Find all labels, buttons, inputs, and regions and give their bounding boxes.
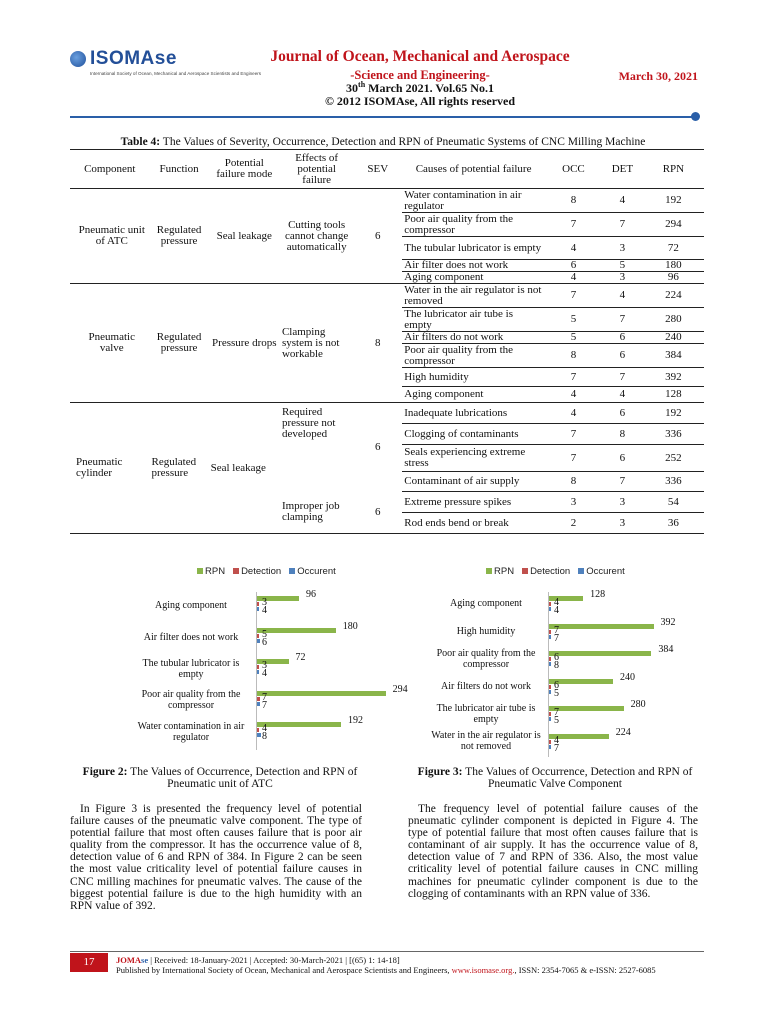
left-paragraph: In Figure 3 is presented the frequency level of potential failure causes of the pneumatic valve component. The type of potential failure that most often causes failure that is poor air quality from the compressor. It has the occurrence value of 8, detection value of 6 and RPN of 384. In Figure 2 can be seen the most value criticality level of potential failure causes in CNC milling machines for pneumatic valves. The cause of the biggest potential failure is due to the high humidity with an RPN value of 392. [70, 803, 362, 912]
journal-subtitle: -Science and Engineering- [350, 68, 490, 82]
cause-cell: Air filters do not work [402, 332, 545, 344]
occurent-value-label: 4 [554, 605, 559, 616]
det-cell: 4 [602, 189, 643, 213]
occ-cell: 5 [545, 308, 602, 332]
table-row [70, 189, 704, 213]
rpn-cell: 280 [643, 308, 704, 332]
det-cell: 3 [602, 492, 643, 513]
occ-cell: 4 [545, 403, 602, 424]
effect-cell: Required pressure not developed [281, 406, 336, 440]
rpn-bar [257, 722, 341, 727]
journal-title: Journal of Ocean, Mechanical and Aerospace [270, 48, 570, 65]
det-cell: 7 [602, 472, 643, 492]
cause-cell: Aging component [402, 387, 545, 403]
detection-bar [257, 697, 260, 701]
occurent-value-label: 7 [262, 699, 267, 711]
detection-bar [549, 712, 551, 716]
table-header-cell: Causes of potential failure [402, 150, 545, 189]
detection-bar [549, 657, 551, 661]
cause-cell: Seals experiencing extreme stress [402, 445, 545, 472]
legend-swatch [522, 568, 528, 574]
category-label: High humidity [456, 625, 516, 637]
cause-cell: Rod ends bend or break [402, 513, 545, 534]
detection-bar [549, 602, 551, 606]
occ-cell: 7 [545, 424, 602, 445]
table-row [70, 284, 704, 308]
effect-cell: Improper job clamping [280, 492, 353, 534]
cause-cell: Clogging of contaminants [402, 424, 545, 445]
legend-swatch [289, 568, 295, 574]
detection-value-label: 7 [554, 624, 559, 636]
footer-received-text: | Received: 18-January-2021 | Accepted: 30-March-2021 | [(65) 1: 14-18] [148, 955, 400, 965]
table-caption [70, 136, 696, 148]
detection-value-label: 6 [554, 652, 559, 663]
legend-label: Occurent [297, 566, 336, 577]
rpn-value-label: 180 [342, 620, 358, 632]
occ-cell: 5 [545, 332, 602, 344]
rpn-value-label: 384 [658, 644, 674, 655]
issue-rest: March 2021. Vol.65 No.1 [365, 81, 494, 95]
table-row [70, 403, 704, 424]
failure-mode-cell: Seal leakage [209, 403, 280, 534]
occurent-value-label: 4 [262, 668, 267, 679]
legend-label: RPN [494, 566, 515, 577]
legend-item [289, 566, 336, 577]
legend-item [522, 566, 570, 577]
detection-value-label: 4 [554, 734, 559, 746]
legend-item [578, 566, 625, 577]
category-label: The tubular lubricator is empty [142, 657, 240, 680]
occurent-bar [257, 702, 260, 706]
detection-value-label: 4 [262, 723, 267, 734]
rpn-cell: 336 [643, 424, 704, 445]
page-number: 17 [70, 953, 108, 972]
table-header-row [70, 150, 704, 189]
detection-bar [549, 630, 551, 634]
rpn-cell: 240 [643, 332, 704, 344]
occurent-value-label: 8 [262, 731, 267, 742]
cause-cell: Extreme pressure spikes [402, 492, 545, 513]
occurent-bar [549, 607, 551, 611]
occurent-value-label: 6 [262, 636, 267, 648]
detection-bar [549, 740, 551, 744]
cause-cell: Aging component [402, 272, 545, 284]
rpn-value-label: 192 [348, 715, 363, 726]
detection-bar [257, 665, 259, 669]
rpn-value-label: 280 [630, 699, 646, 710]
effect-cell: Cutting tools cannot change automatically [280, 189, 353, 284]
figure-3-label: Figure 3: [417, 766, 463, 778]
footer-journal-a: JOMA [116, 955, 142, 965]
figure-2-label: Figure 2: [82, 766, 128, 778]
occ-cell: 7 [545, 213, 602, 237]
category-label: The lubricator air tube is empty [436, 702, 536, 725]
rpn-bar [549, 706, 624, 711]
rpn-cell: 128 [643, 387, 704, 403]
det-cell: 8 [602, 424, 643, 445]
occurent-bar [549, 690, 551, 694]
component-cell: Pneumatic cylinder [70, 403, 150, 534]
det-cell: 7 [602, 213, 643, 237]
legend-item [233, 566, 281, 577]
det-cell: 4 [602, 387, 643, 403]
occurent-value-label: 7 [554, 742, 559, 754]
logo-subtitle: International Society of Ocean, Mechanical and Aerospace Scientists and Engineers [90, 71, 262, 76]
occ-cell: 8 [545, 189, 602, 213]
cause-cell: Poor air quality from the compressor [402, 213, 545, 237]
occurent-bar [257, 670, 259, 674]
det-cell: 6 [602, 445, 643, 472]
failure-mode-cell: Pressure drops [209, 284, 280, 403]
det-cell: 6 [602, 344, 643, 368]
footer-url-link[interactable]: www.isomase.org. [451, 965, 515, 975]
category-label: Water contamination in air regulator [137, 720, 245, 743]
category-label: Air filter does not work [143, 631, 239, 643]
footer-journal-b: se [141, 955, 149, 965]
detection-value-label: 6 [554, 679, 559, 691]
table-header-cell: OCC [545, 150, 602, 189]
sev-cell: 8 [353, 284, 402, 403]
header-date: March 30, 2021 [618, 69, 698, 83]
figure-3-text: The Values of Occurrence, Detection and RPN of Pneumatic Valve Component [462, 766, 693, 790]
rpn-bar [257, 691, 386, 696]
occurent-value-label: 5 [554, 715, 559, 726]
detection-bar [257, 728, 259, 732]
issue-sup: th [358, 80, 366, 89]
category-label: Aging component [155, 600, 227, 612]
legend-swatch [197, 568, 203, 574]
rpn-cell: 192 [643, 189, 704, 213]
legend-label: Occurent [586, 566, 625, 577]
cause-cell: The tubular lubricator is empty [402, 237, 545, 260]
sev-cell: 6 [353, 492, 402, 534]
rpn-value-label: 294 [392, 683, 408, 695]
rpn-bar [257, 628, 336, 633]
footer-published-text: Published by International Society of Ocean, Mechanical and Aerospace Scientists and Engineers, [116, 965, 452, 975]
cause-cell: Water in the air regulator is not removed [402, 284, 545, 308]
function-cell: Regulated pressure [150, 284, 209, 403]
rpn-value-label: 96 [306, 589, 316, 600]
cause-cell: Poor air quality from the compressor [402, 344, 545, 368]
rpn-cell: 36 [643, 513, 704, 534]
copyright: © 2012 ISOMAse, All rights reserved [324, 94, 516, 108]
cause-cell: The lubricator air tube is empty [402, 308, 545, 332]
occ-cell: 2 [545, 513, 602, 534]
table-body [70, 189, 704, 534]
sev-cell: 6 [353, 189, 402, 284]
cause-cell: Inadequate lubrications [402, 403, 545, 424]
rpn-bar [549, 624, 654, 629]
table-header-cell: SEV [353, 150, 402, 189]
rpn-cell: 392 [643, 368, 704, 387]
rpn-value-label: 72 [295, 652, 306, 663]
globe-icon [70, 51, 86, 67]
rpn-cell: 192 [643, 403, 704, 424]
header-divider-dot [691, 112, 700, 121]
category-label: Poor air quality from the compressor [436, 647, 536, 670]
table-header-cell: Effects of potential failure [280, 150, 353, 189]
occ-cell: 7 [545, 284, 602, 308]
legend-item [197, 566, 225, 577]
chart-legend [486, 566, 633, 577]
occurent-bar [257, 639, 260, 643]
rpn-bar [549, 651, 651, 656]
function-cell: Regulated pressure [150, 189, 209, 284]
rpn-cell: 96 [643, 272, 704, 284]
occurent-bar [549, 745, 551, 749]
occ-cell: 7 [545, 368, 602, 387]
legend-swatch [578, 568, 584, 574]
detection-value-label: 3 [262, 660, 267, 671]
chart-axis [548, 592, 549, 757]
detection-bar [257, 634, 259, 638]
det-cell: 6 [602, 332, 643, 344]
occ-cell: 8 [545, 344, 602, 368]
sev-cell: 6 [375, 440, 381, 453]
rpn-value-label: 128 [590, 589, 606, 600]
failure-mode-cell: Seal leakage [209, 189, 280, 284]
legend-item [486, 566, 514, 577]
legend-swatch [233, 568, 239, 574]
det-cell: 4 [602, 284, 643, 308]
cause-cell: Air filter does not work [402, 260, 545, 272]
table-header-cell: Potential failure mode [209, 150, 280, 189]
component-cell: Pneumatic unit of ATC [70, 189, 150, 284]
cause-cell: Contaminant of air supply [402, 472, 545, 492]
rpn-cell: 336 [643, 472, 704, 492]
detection-bar [257, 602, 259, 606]
det-cell: 3 [602, 272, 643, 284]
detection-bar [549, 685, 551, 689]
legend-label: Detection [241, 566, 282, 577]
figure-2-caption [70, 766, 370, 790]
figure-3-caption [405, 766, 705, 790]
rpn-cell: 224 [643, 284, 704, 308]
footer-issn: , ISSN: 2354-7065 & e-ISSN: 2527-6085 [514, 965, 656, 975]
chart-legend [197, 566, 344, 577]
detection-value-label: 3 [262, 597, 267, 608]
rpn-cell: 384 [643, 344, 704, 368]
category-label: Air filters do not work [441, 680, 531, 692]
occurent-bar [257, 607, 259, 611]
header-divider [70, 116, 696, 118]
legend-label: RPN [205, 566, 226, 577]
rpn-cell: 54 [643, 492, 704, 513]
table-caption-label: Table 4: [120, 136, 161, 148]
component-cell: Pneumatic valve [70, 284, 150, 403]
occ-cell: 4 [545, 272, 602, 284]
rpn-value-label: 392 [660, 616, 676, 628]
cause-cell: High humidity [402, 368, 545, 387]
rpn-value-label: 240 [620, 671, 635, 683]
figure-3-chart [408, 566, 708, 758]
category-label: Water in the air regulator is not removed [431, 730, 541, 753]
logo-text: ISOMAse [90, 48, 177, 69]
issue-day: 30 [346, 81, 359, 95]
table-caption-text: The Values of Severity, Occurrence, Detection and RPN of Pneumatic Systems of CNC Milling Machine [160, 136, 646, 148]
occurent-value-label: 8 [554, 660, 559, 671]
category-label: Poor air quality from the compressor [141, 689, 241, 712]
occ-cell: 8 [545, 472, 602, 492]
rpn-cell: 294 [643, 213, 704, 237]
footer-divider [70, 951, 704, 952]
occ-cell: 4 [545, 387, 602, 403]
det-cell: 5 [602, 260, 643, 272]
det-cell: 7 [602, 368, 643, 387]
det-cell: 6 [602, 403, 643, 424]
detection-value-label: 5 [262, 628, 267, 640]
legend-swatch [486, 568, 492, 574]
figure-2-chart [70, 566, 408, 758]
occ-cell: 3 [545, 492, 602, 513]
category-label: Aging component [450, 598, 522, 610]
rpn-cell: 252 [643, 445, 704, 472]
footer-received [116, 955, 400, 965]
occurent-value-label: 4 [262, 605, 267, 616]
occurent-bar [257, 733, 261, 737]
rpn-value-label: 224 [615, 726, 631, 738]
function-cell: Regulated pressure [150, 403, 209, 534]
occ-cell: 4 [545, 237, 602, 260]
det-cell: 7 [602, 308, 643, 332]
figure-2-text: The Values of Occurrence, Detection and RPN of Pneumatic unit of ATC [127, 766, 358, 790]
table-header-cell: RPN [643, 150, 704, 189]
rpn-cell: 72 [643, 237, 704, 260]
occurent-bar [549, 635, 551, 639]
cause-cell: Water contamination in air regulator [402, 189, 545, 213]
table-header-cell: DET [602, 150, 643, 189]
fmea-table [70, 149, 704, 534]
effect-cell: Clamping system is not workable [280, 284, 353, 403]
detection-value-label: 7 [554, 707, 559, 718]
table-header-cell: Function [150, 150, 209, 189]
occurent-bar [549, 717, 551, 721]
occurent-bar [549, 662, 551, 666]
table-header-cell: Component [70, 150, 150, 189]
det-cell: 3 [602, 513, 643, 534]
occ-cell: 7 [545, 445, 602, 472]
rpn-cell: 180 [643, 260, 704, 272]
detection-value-label: 7 [262, 691, 267, 703]
occurent-value-label: 5 [554, 687, 559, 699]
detection-value-label: 4 [554, 597, 559, 608]
legend-label: Detection [530, 566, 571, 577]
right-paragraph: The frequency level of potential failure causes of the pneumatic cylinder component is depicted in Figure 4. The type of potential failure that most often causes failure that is contaminant of air supply. It has the occurrence value of 8, detection value of 7 and RPN of 336. Also, the most value criticality level of potential failure causes in CNC milling machines for pneumatic cylinder component is due to the clogging of contaminants with an RPN value of 336. [408, 803, 698, 900]
occ-cell: 6 [545, 260, 602, 272]
footer-published [116, 965, 656, 975]
occurent-value-label: 7 [554, 632, 559, 644]
det-cell: 3 [602, 237, 643, 260]
